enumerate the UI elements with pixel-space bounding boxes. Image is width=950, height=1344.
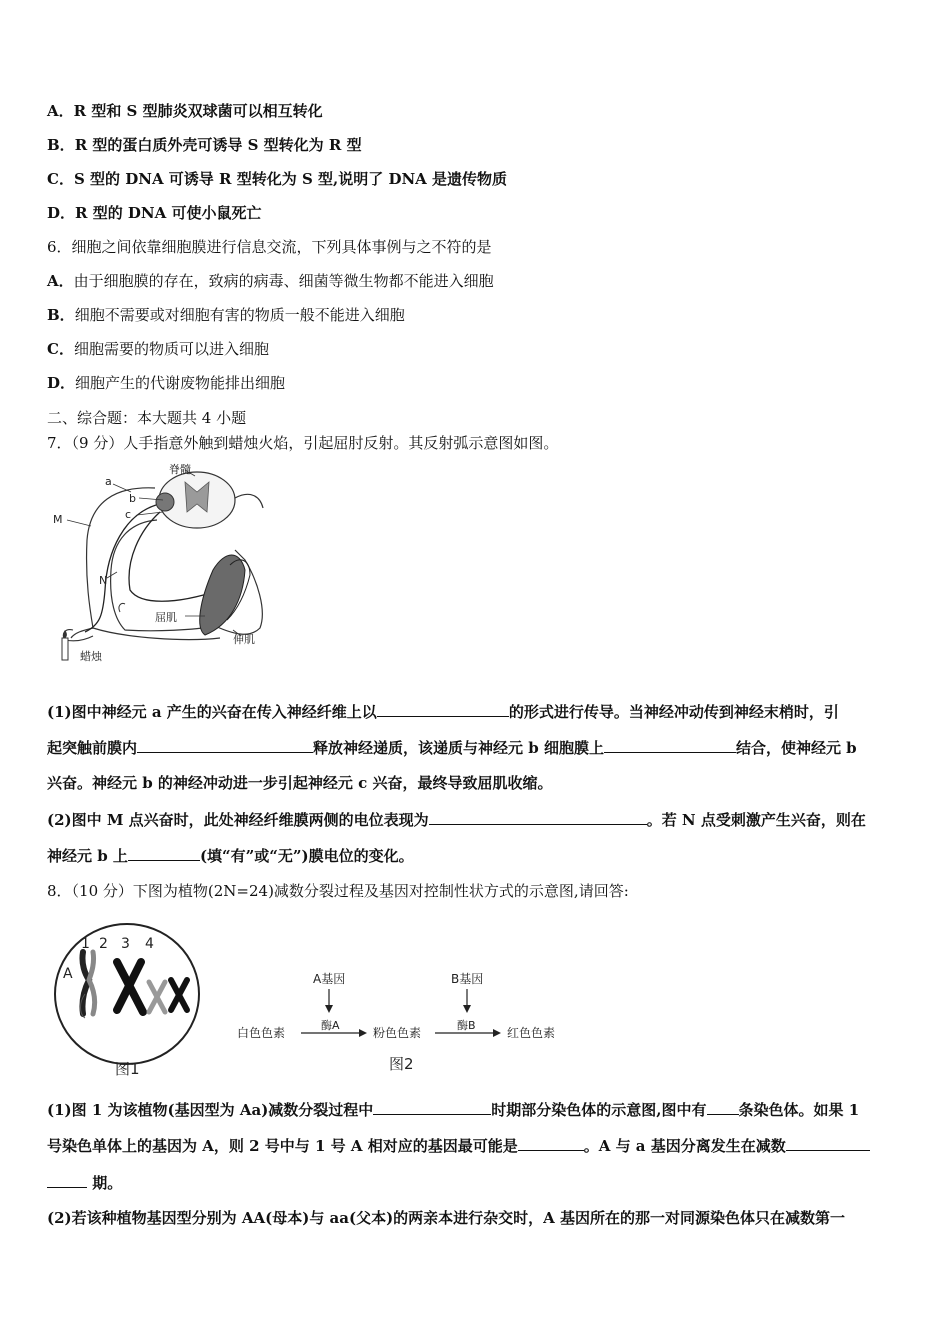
figure-1-caption: 图1 <box>115 1060 140 1078</box>
q6-option-b: B．细胞不需要或对细胞有害的物质一般不能进入细胞 <box>47 306 405 324</box>
arm-outline-upper <box>71 488 155 638</box>
gene-a-label: A <box>63 966 73 982</box>
section-2-title: 二、综合题：本大题共 4 小题 <box>47 409 247 427</box>
q5-option-c: C．S 型的 DNA 可诱导 R 型转化为 S 型,说明了 DNA 是遗传物质 <box>47 170 508 188</box>
candle-shape <box>62 638 68 660</box>
label-b: b <box>129 492 136 505</box>
red-pigment: 红色色素 <box>507 1026 556 1040</box>
ganglion-shape <box>156 493 174 511</box>
label-m: M <box>53 513 63 526</box>
flexor-muscle-shape <box>200 555 245 635</box>
q8-p1-line2: 号染色单体上的基因为 A，则 2 号中与 1 号 A 相对应的基因最可能是 。A 与 a 基因分离发生在减数 <box>47 1135 870 1156</box>
num-1: 1 <box>81 936 90 952</box>
label-c: c <box>125 508 132 521</box>
q5-option-d: D．R 型的 DNA 可使小鼠死亡 <box>47 204 262 222</box>
q7-stem: 7．（9 分）人手指意外触到蜡烛火焰，引起屈肘反射。其反射弧示意图如图。 <box>47 434 559 452</box>
num-4: 4 <box>145 936 154 952</box>
pink-pigment: 粉色色素 <box>373 1026 422 1040</box>
figure-2-caption: 图2 <box>389 1055 414 1073</box>
q5-option-a: A．R 型和 S 型肺炎双球菌可以相互转化 <box>47 102 323 120</box>
q7-p1-line3: 兴奋。神经元 b 的神经冲动进一步引起神经元 c 兴奋，最终导致屈肌收缩。 <box>47 774 553 792</box>
q5-option-b: B．R 型的蛋白质外壳可诱导 S 型转化为 R 型 <box>47 136 362 154</box>
q8-p1-line1: (1)图 1 为该植物(基因型为 Aa)减数分裂过程中 时期部分染色体的示意图,图中有 条染色体。如果 1 <box>47 1101 860 1119</box>
q6-option-a: A．由于细胞膜的存在，致病的病毒、细菌等微生物都不能进入细胞 <box>47 272 494 290</box>
figure-2-pathway <box>235 965 575 1075</box>
num-2: 2 <box>99 936 108 952</box>
q8-p2-line1: (2)若该种植物基因型分别为 AA(母本)与 aa(父本)的两亲本进行杂交时，A 基因所在的那一对同源染色体只在减数第一 <box>47 1209 846 1227</box>
enzyme-a: 酶A <box>321 1019 340 1032</box>
q6-option-d: D．细胞产生的代谢废物能排出细胞 <box>47 374 286 392</box>
q7-p2-line1: (2)图中 M 点兴奋时，此处神经纤维膜两侧的电位表现为 。若 N 点受刺激产生兴奋，则在 <box>47 811 866 829</box>
label-a: a <box>105 475 112 488</box>
q8-p1-line3: 期。 <box>47 1172 122 1193</box>
enzyme-b: 酶B <box>457 1019 476 1032</box>
figure-1-chromosomes <box>45 922 210 1082</box>
white-pigment: 白色色素 <box>237 1026 286 1040</box>
q6-stem: 6．细胞之间依靠细胞膜进行信息交流，下列具体事例与之不符的是 <box>47 238 492 256</box>
reflex-arc-figure <box>45 460 270 665</box>
q7-p1-line1: (1)图中神经元 a 产生的兴奋在传入神经纤维上以 的形式进行传导。当神经冲动传到神经末梢时，引 <box>47 703 839 721</box>
q7-p1-line2: 起突触前膜内 释放神经递质，该递质与神经元 b 细胞膜上 结合，使神经元 b <box>47 739 857 757</box>
q6-option-c: C．细胞需要的物质可以进入细胞 <box>47 340 269 358</box>
num-3: 3 <box>121 936 130 952</box>
label-spinal-cord: 脊髓 <box>169 463 191 476</box>
afferent-nerve <box>85 505 156 632</box>
label-extensor: 伸肌 <box>233 633 255 646</box>
q7-p2-line2: 神经元 b 上 (填“有”或“无”)膜电位的变化。 <box>47 847 414 865</box>
label-candle: 蜡烛 <box>80 650 102 663</box>
label-n: N <box>99 574 108 587</box>
gene-b-node: B基因 <box>451 972 484 986</box>
q8-stem: 8．（10 分）下图为植物(2N=24)减数分裂过程及基因对控制性状方式的示意图,请回答: <box>47 882 629 900</box>
gene-a-node: A基因 <box>313 972 346 986</box>
label-flexor: 屈肌 <box>155 611 177 624</box>
